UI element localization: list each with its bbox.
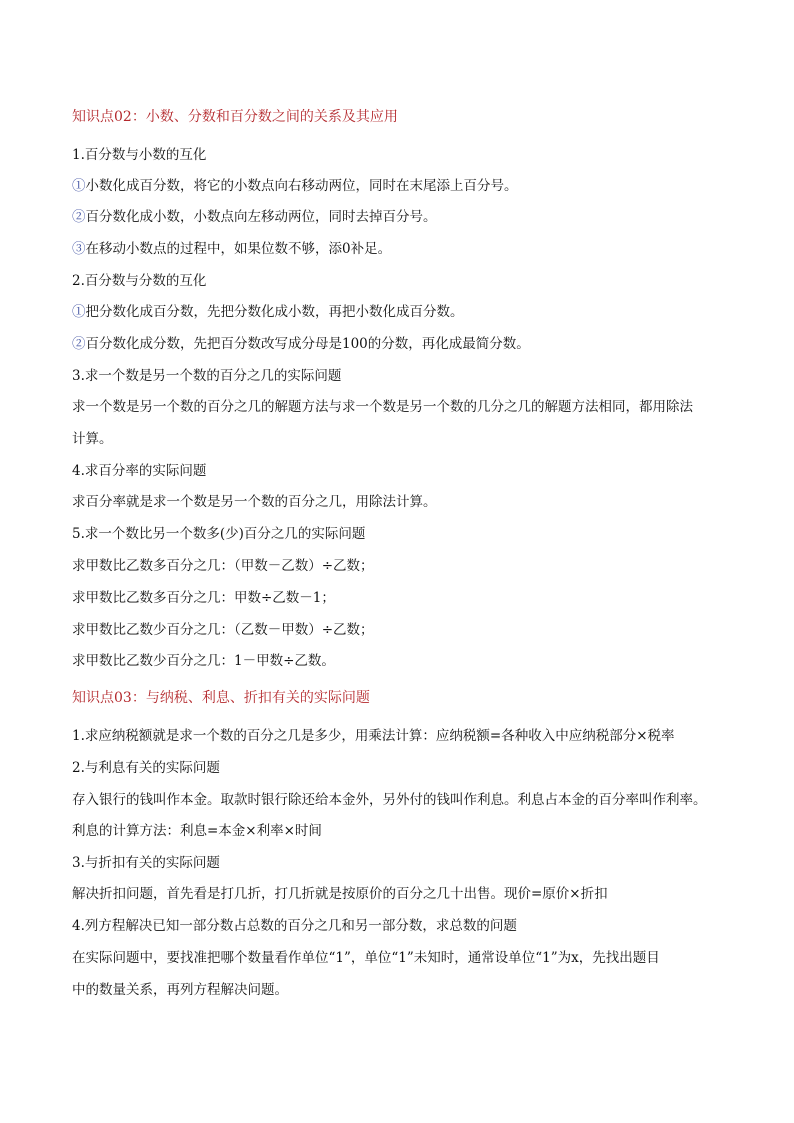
subsection-title: 1.百分数与小数的互化 <box>72 147 207 163</box>
circled-number-marker: ② <box>72 209 86 225</box>
circled-number-marker: ① <box>72 178 86 194</box>
list-item-text: 把分数化成百分数，先把分数化成小数，再把小数化成百分数。 <box>85 304 464 320</box>
circled-number-marker: ② <box>72 336 86 352</box>
circled-number-marker: ① <box>72 304 86 320</box>
subsection-title: 3.与折扣有关的实际问题 <box>72 855 220 871</box>
section-02-heading: 知识点02：小数、分数和百分数之间的关系及其应用 <box>72 109 398 125</box>
formula-line: 求甲数比乙数少百分之几：1－甲数÷乙数。 <box>72 653 335 669</box>
subsection-title: 5.求一个数比另一个数多(少)百分之几的实际问题 <box>72 526 366 542</box>
list-item-text: 百分数化成分数，先把百分数改写成分母是100的分数，再化成最简分数。 <box>85 336 530 352</box>
subsection-title: 4.求百分率的实际问题 <box>72 463 207 479</box>
circled-number-marker: ③ <box>72 241 86 257</box>
paragraph-line: 求一个数是另一个数的百分之几的解题方法与求一个数是另一个数的几分之几的解题方法相同，都用除法 <box>72 399 693 415</box>
paragraph-line: 求百分率就是求一个数是另一个数的百分之几，用除法计算。 <box>72 494 437 510</box>
list-item <box>72 176 752 196</box>
paragraph-line: 在实际问题中，要找准把哪个数量看作单位“1”，单位“1”未知时，通常设单位“1”为x，先找出题目 <box>72 950 660 966</box>
paragraph-line: 1.求应纳税额就是求一个数的百分之几是多少，用乘法计算：应纳税额=各种收入中应纳税部分×税率 <box>72 728 675 744</box>
list-item <box>72 334 752 354</box>
formula-line: 求甲数比乙数少百分之几：（乙数－甲数）÷乙数； <box>72 622 374 638</box>
list-item <box>72 302 752 322</box>
list-item <box>72 239 752 259</box>
paragraph-line: 存入银行的钱叫作本金。取款时银行除还给本金外，另外付的钱叫作利息。利息占本金的百分率叫作利率。 <box>72 792 707 808</box>
formula-line: 求甲数比乙数多百分之几：（甲数－乙数）÷乙数； <box>72 558 374 574</box>
subsection-title: 4.列方程解决已知一部分数占总数的百分之几和另一部分数，求总数的问题 <box>72 918 517 934</box>
formula-line: 利息的计算方法：利息=本金×利率×时间 <box>72 823 322 839</box>
list-item-text: 在移动小数点的过程中，如果位数不够，添0补足。 <box>85 241 392 257</box>
paragraph-line: 中的数量关系，再列方程解决问题。 <box>72 982 288 998</box>
list-item-text: 小数化成百分数，将它的小数点向右移动两位，同时在末尾添上百分号。 <box>85 178 518 194</box>
subsection-title: 2.与利息有关的实际问题 <box>72 760 220 776</box>
paragraph-line: 计算。 <box>72 431 113 447</box>
list-item <box>72 207 752 227</box>
formula-line: 求甲数比乙数多百分之几：甲数÷乙数－1； <box>72 590 335 606</box>
subsection-title: 2.百分数与分数的互化 <box>72 273 207 289</box>
paragraph-line: 解决折扣问题，首先看是打几折，打几折就是按原价的百分之几十出售。现价=原价×折扣 <box>72 886 608 902</box>
list-item-text: 百分数化成小数，小数点向左移动两位，同时去掉百分号。 <box>85 209 437 225</box>
subsection-title: 3.求一个数是另一个数的百分之几的实际问题 <box>72 368 342 384</box>
section-03-heading: 知识点03：与纳税、利息、折扣有关的实际问题 <box>72 690 370 706</box>
